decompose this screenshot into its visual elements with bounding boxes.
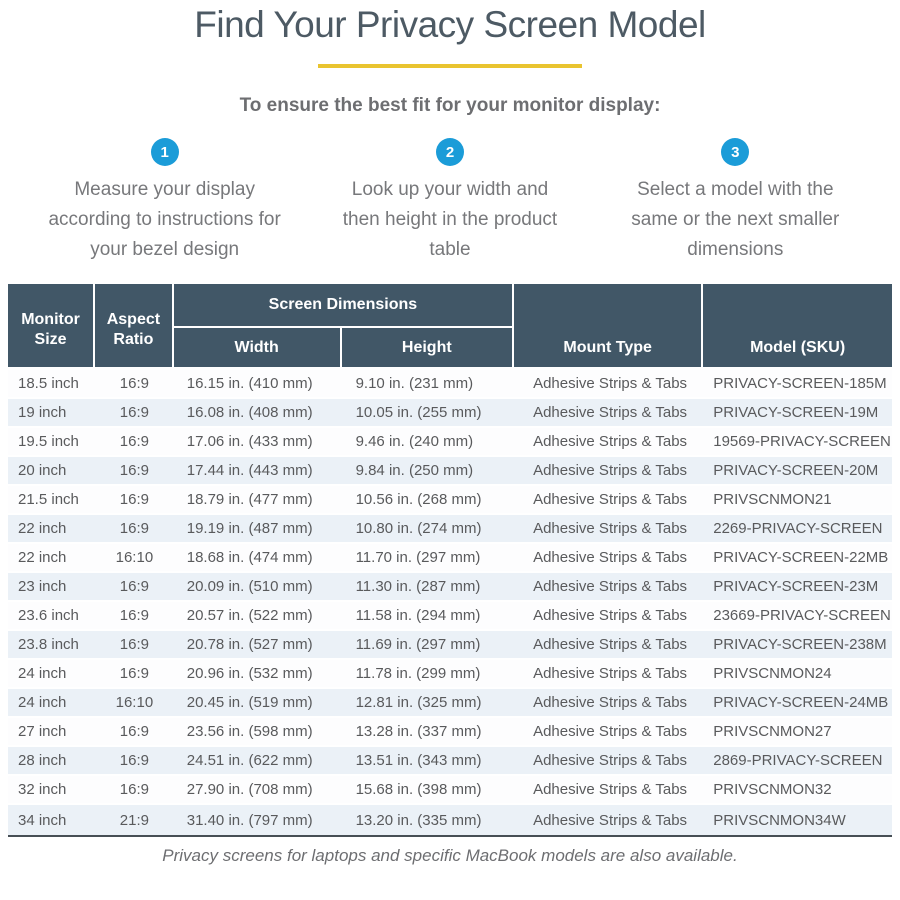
table-row <box>8 457 892 486</box>
table-row <box>8 486 892 515</box>
table-header <box>8 284 892 367</box>
header-screen-dimensions-group <box>174 284 514 367</box>
cell-monitor-size: 20 inch <box>18 462 67 479</box>
cell-monitor-size: 27 inch <box>18 723 67 740</box>
header-width: Width <box>174 328 342 367</box>
table-row <box>8 428 892 457</box>
cell-height: 13.51 in. (343 mm) <box>355 752 482 769</box>
cell-width: 17.06 in. (433 mm) <box>186 433 313 450</box>
table-row <box>8 573 892 602</box>
cell-width: 18.79 in. (477 mm) <box>186 491 313 508</box>
cell-monitor-size: 34 inch <box>18 811 67 829</box>
table-row <box>8 515 892 544</box>
step-2 <box>307 138 592 265</box>
cell-monitor-size: 23 inch <box>18 578 67 595</box>
cell-mount-type: Adhesive Strips & Tabs <box>533 607 688 624</box>
cell-monitor-size: 24 inch <box>18 694 67 711</box>
product-table <box>8 284 892 837</box>
subtitle: To ensure the best fit for your monitor display: <box>239 95 661 116</box>
cell-mount-type: Adhesive Strips & Tabs <box>533 781 688 798</box>
cell-monitor-size: 21.5 inch <box>18 491 79 508</box>
cell-model-sku: PRIVSCNMON27 <box>713 723 832 740</box>
table-row <box>8 602 892 631</box>
cell-mount-type: Adhesive Strips & Tabs <box>533 375 688 392</box>
cell-monitor-size: 24 inch <box>18 665 67 682</box>
cell-aspect-ratio: 16:10 <box>115 694 154 711</box>
cell-monitor-size: 18.5 inch <box>18 375 79 392</box>
cell-aspect-ratio: 16:9 <box>119 723 149 740</box>
cell-mount-type: Adhesive Strips & Tabs <box>533 462 688 479</box>
header-aspect-ratio: Aspect Ratio <box>95 284 174 367</box>
cell-height: 10.56 in. (268 mm) <box>355 491 482 508</box>
cell-height: 12.81 in. (325 mm) <box>355 694 482 711</box>
cell-height: 11.58 in. (294 mm) <box>355 607 481 624</box>
cell-mount-type: Adhesive Strips & Tabs <box>533 549 688 566</box>
step-2-text: Look up your width and then height in the product table <box>342 179 558 260</box>
cell-model-sku: PRIVACY-SCREEN-24MB <box>713 694 889 711</box>
cell-height: 9.46 in. (240 mm) <box>355 433 474 450</box>
cell-mount-type: Adhesive Strips & Tabs <box>533 665 688 682</box>
cell-height: 13.20 in. (335 mm) <box>355 811 482 829</box>
cell-model-sku: PRIVACY-SCREEN-23M <box>713 578 879 595</box>
table-row <box>8 399 892 428</box>
cell-monitor-size: 23.8 inch <box>18 636 79 653</box>
table-row <box>8 370 892 399</box>
table-row <box>8 747 892 776</box>
cell-height: 10.80 in. (274 mm) <box>355 520 482 537</box>
step-3-number-badge: 3 <box>721 138 749 166</box>
table-body <box>8 370 892 835</box>
table-row <box>8 544 892 573</box>
cell-model-sku: 2269-PRIVACY-SCREEN <box>713 520 883 537</box>
cell-aspect-ratio: 16:9 <box>119 781 149 798</box>
cell-monitor-size: 22 inch <box>18 520 67 537</box>
cell-mount-type: Adhesive Strips & Tabs <box>533 752 688 769</box>
cell-width: 20.96 in. (532 mm) <box>186 665 313 682</box>
cell-mount-type: Adhesive Strips & Tabs <box>533 578 688 595</box>
cell-monitor-size: 28 inch <box>18 752 67 769</box>
header-monitor-size: Monitor Size <box>8 284 95 367</box>
cell-monitor-size: 19.5 inch <box>18 433 79 450</box>
cell-width: 18.68 in. (474 mm) <box>186 549 313 566</box>
cell-model-sku: PRIVSCNMON24 <box>713 665 832 682</box>
cell-aspect-ratio: 16:9 <box>119 375 149 392</box>
cell-monitor-size: 19 inch <box>18 404 67 421</box>
header-dimensions-subrow <box>174 328 512 367</box>
table-row <box>8 660 892 689</box>
cell-height: 11.30 in. (287 mm) <box>355 578 481 595</box>
cell-aspect-ratio: 16:9 <box>119 665 149 682</box>
table-row <box>8 718 892 747</box>
cell-model-sku: PRIVACY-SCREEN-19M <box>713 404 879 421</box>
cell-height: 11.78 in. (299 mm) <box>355 665 481 682</box>
cell-model-sku: PRIVSCNMON34W <box>713 811 846 829</box>
cell-width: 20.78 in. (527 mm) <box>186 636 313 653</box>
cell-model-sku: PRIVSCNMON21 <box>713 491 832 508</box>
cell-mount-type: Adhesive Strips & Tabs <box>533 433 688 450</box>
cell-mount-type: Adhesive Strips & Tabs <box>533 520 688 537</box>
step-1-text: Measure your display according to instructions for your bezel design <box>48 179 281 260</box>
table-row <box>8 631 892 660</box>
cell-aspect-ratio: 16:9 <box>119 433 149 450</box>
header-screen-dimensions: Screen Dimensions <box>174 284 512 328</box>
cell-aspect-ratio: 16:9 <box>119 578 149 595</box>
cell-width: 17.44 in. (443 mm) <box>186 462 313 479</box>
cell-aspect-ratio: 16:9 <box>119 607 149 624</box>
cell-height: 11.69 in. (297 mm) <box>355 636 481 653</box>
cell-mount-type: Adhesive Strips & Tabs <box>533 811 688 829</box>
cell-model-sku: PRIVSCNMON32 <box>713 781 832 798</box>
cell-mount-type: Adhesive Strips & Tabs <box>533 491 688 508</box>
cell-height: 15.68 in. (398 mm) <box>355 781 482 798</box>
cell-mount-type: Adhesive Strips & Tabs <box>533 694 688 711</box>
cell-aspect-ratio: 16:9 <box>119 520 149 537</box>
cell-aspect-ratio: 16:9 <box>119 636 149 653</box>
cell-aspect-ratio: 16:9 <box>119 752 149 769</box>
cell-width: 20.45 in. (519 mm) <box>186 694 313 711</box>
cell-model-sku: 23669-PRIVACY-SCREEN <box>713 607 891 624</box>
header-height: Height <box>401 338 452 356</box>
cell-width: 19.19 in. (487 mm) <box>186 520 313 537</box>
cell-model-sku: PRIVACY-SCREEN-20M <box>713 462 879 479</box>
step-3-text: Select a model with the same or the next smaller dimensions <box>631 179 840 260</box>
accent-divider <box>318 64 582 68</box>
step-1 <box>22 138 307 265</box>
cell-aspect-ratio: 16:10 <box>115 549 154 566</box>
header-model-sku: Model (SKU) <box>750 339 846 356</box>
cell-width: 27.90 in. (708 mm) <box>186 781 313 798</box>
step-3 <box>593 138 878 265</box>
cell-aspect-ratio: 16:9 <box>119 404 149 421</box>
cell-model-sku: PRIVACY-SCREEN-238M <box>713 636 887 653</box>
cell-mount-type: Adhesive Strips & Tabs <box>533 636 688 653</box>
cell-width: 24.51 in. (622 mm) <box>186 752 313 769</box>
cell-height: 10.05 in. (255 mm) <box>355 404 482 421</box>
cell-monitor-size: 23.6 inch <box>18 607 79 624</box>
cell-width: 31.40 in. (797 mm) <box>186 811 313 829</box>
cell-height: 9.84 in. (250 mm) <box>355 462 474 479</box>
cell-width: 20.57 in. (522 mm) <box>186 607 313 624</box>
footer-note: Privacy screens for laptops and specific MacBook models are also available. <box>162 846 738 865</box>
cell-height: 11.70 in. (297 mm) <box>355 549 481 566</box>
cell-model-sku: PRIVACY-SCREEN-22MB <box>713 549 889 566</box>
step-1-number-badge: 1 <box>151 138 179 166</box>
table-row <box>8 805 892 835</box>
cell-model-sku: 19569-PRIVACY-SCREEN <box>713 433 891 450</box>
cell-monitor-size: 32 inch <box>18 781 67 798</box>
cell-aspect-ratio: 16:9 <box>119 462 149 479</box>
cell-model-sku: 2869-PRIVACY-SCREEN <box>713 752 883 769</box>
cell-width: 20.09 in. (510 mm) <box>186 578 313 595</box>
cell-width: 23.56 in. (598 mm) <box>186 723 313 740</box>
table-row <box>8 689 892 718</box>
steps-row <box>22 138 878 265</box>
cell-height: 9.10 in. (231 mm) <box>355 375 474 392</box>
cell-model-sku: PRIVACY-SCREEN-185M <box>713 375 887 392</box>
cell-monitor-size: 22 inch <box>18 549 67 566</box>
cell-height: 13.28 in. (337 mm) <box>355 723 482 740</box>
page-title: Find Your Privacy Screen Model <box>194 4 706 45</box>
cell-aspect-ratio: 21:9 <box>119 811 149 829</box>
cell-width: 16.08 in. (408 mm) <box>186 404 313 421</box>
step-2-number-badge: 2 <box>436 138 464 166</box>
cell-mount-type: Adhesive Strips & Tabs <box>533 404 688 421</box>
header-mount-type: Mount Type <box>514 284 703 367</box>
table-row <box>8 776 892 805</box>
cell-mount-type: Adhesive Strips & Tabs <box>533 723 688 740</box>
cell-width: 16.15 in. (410 mm) <box>186 375 313 392</box>
cell-aspect-ratio: 16:9 <box>119 491 149 508</box>
